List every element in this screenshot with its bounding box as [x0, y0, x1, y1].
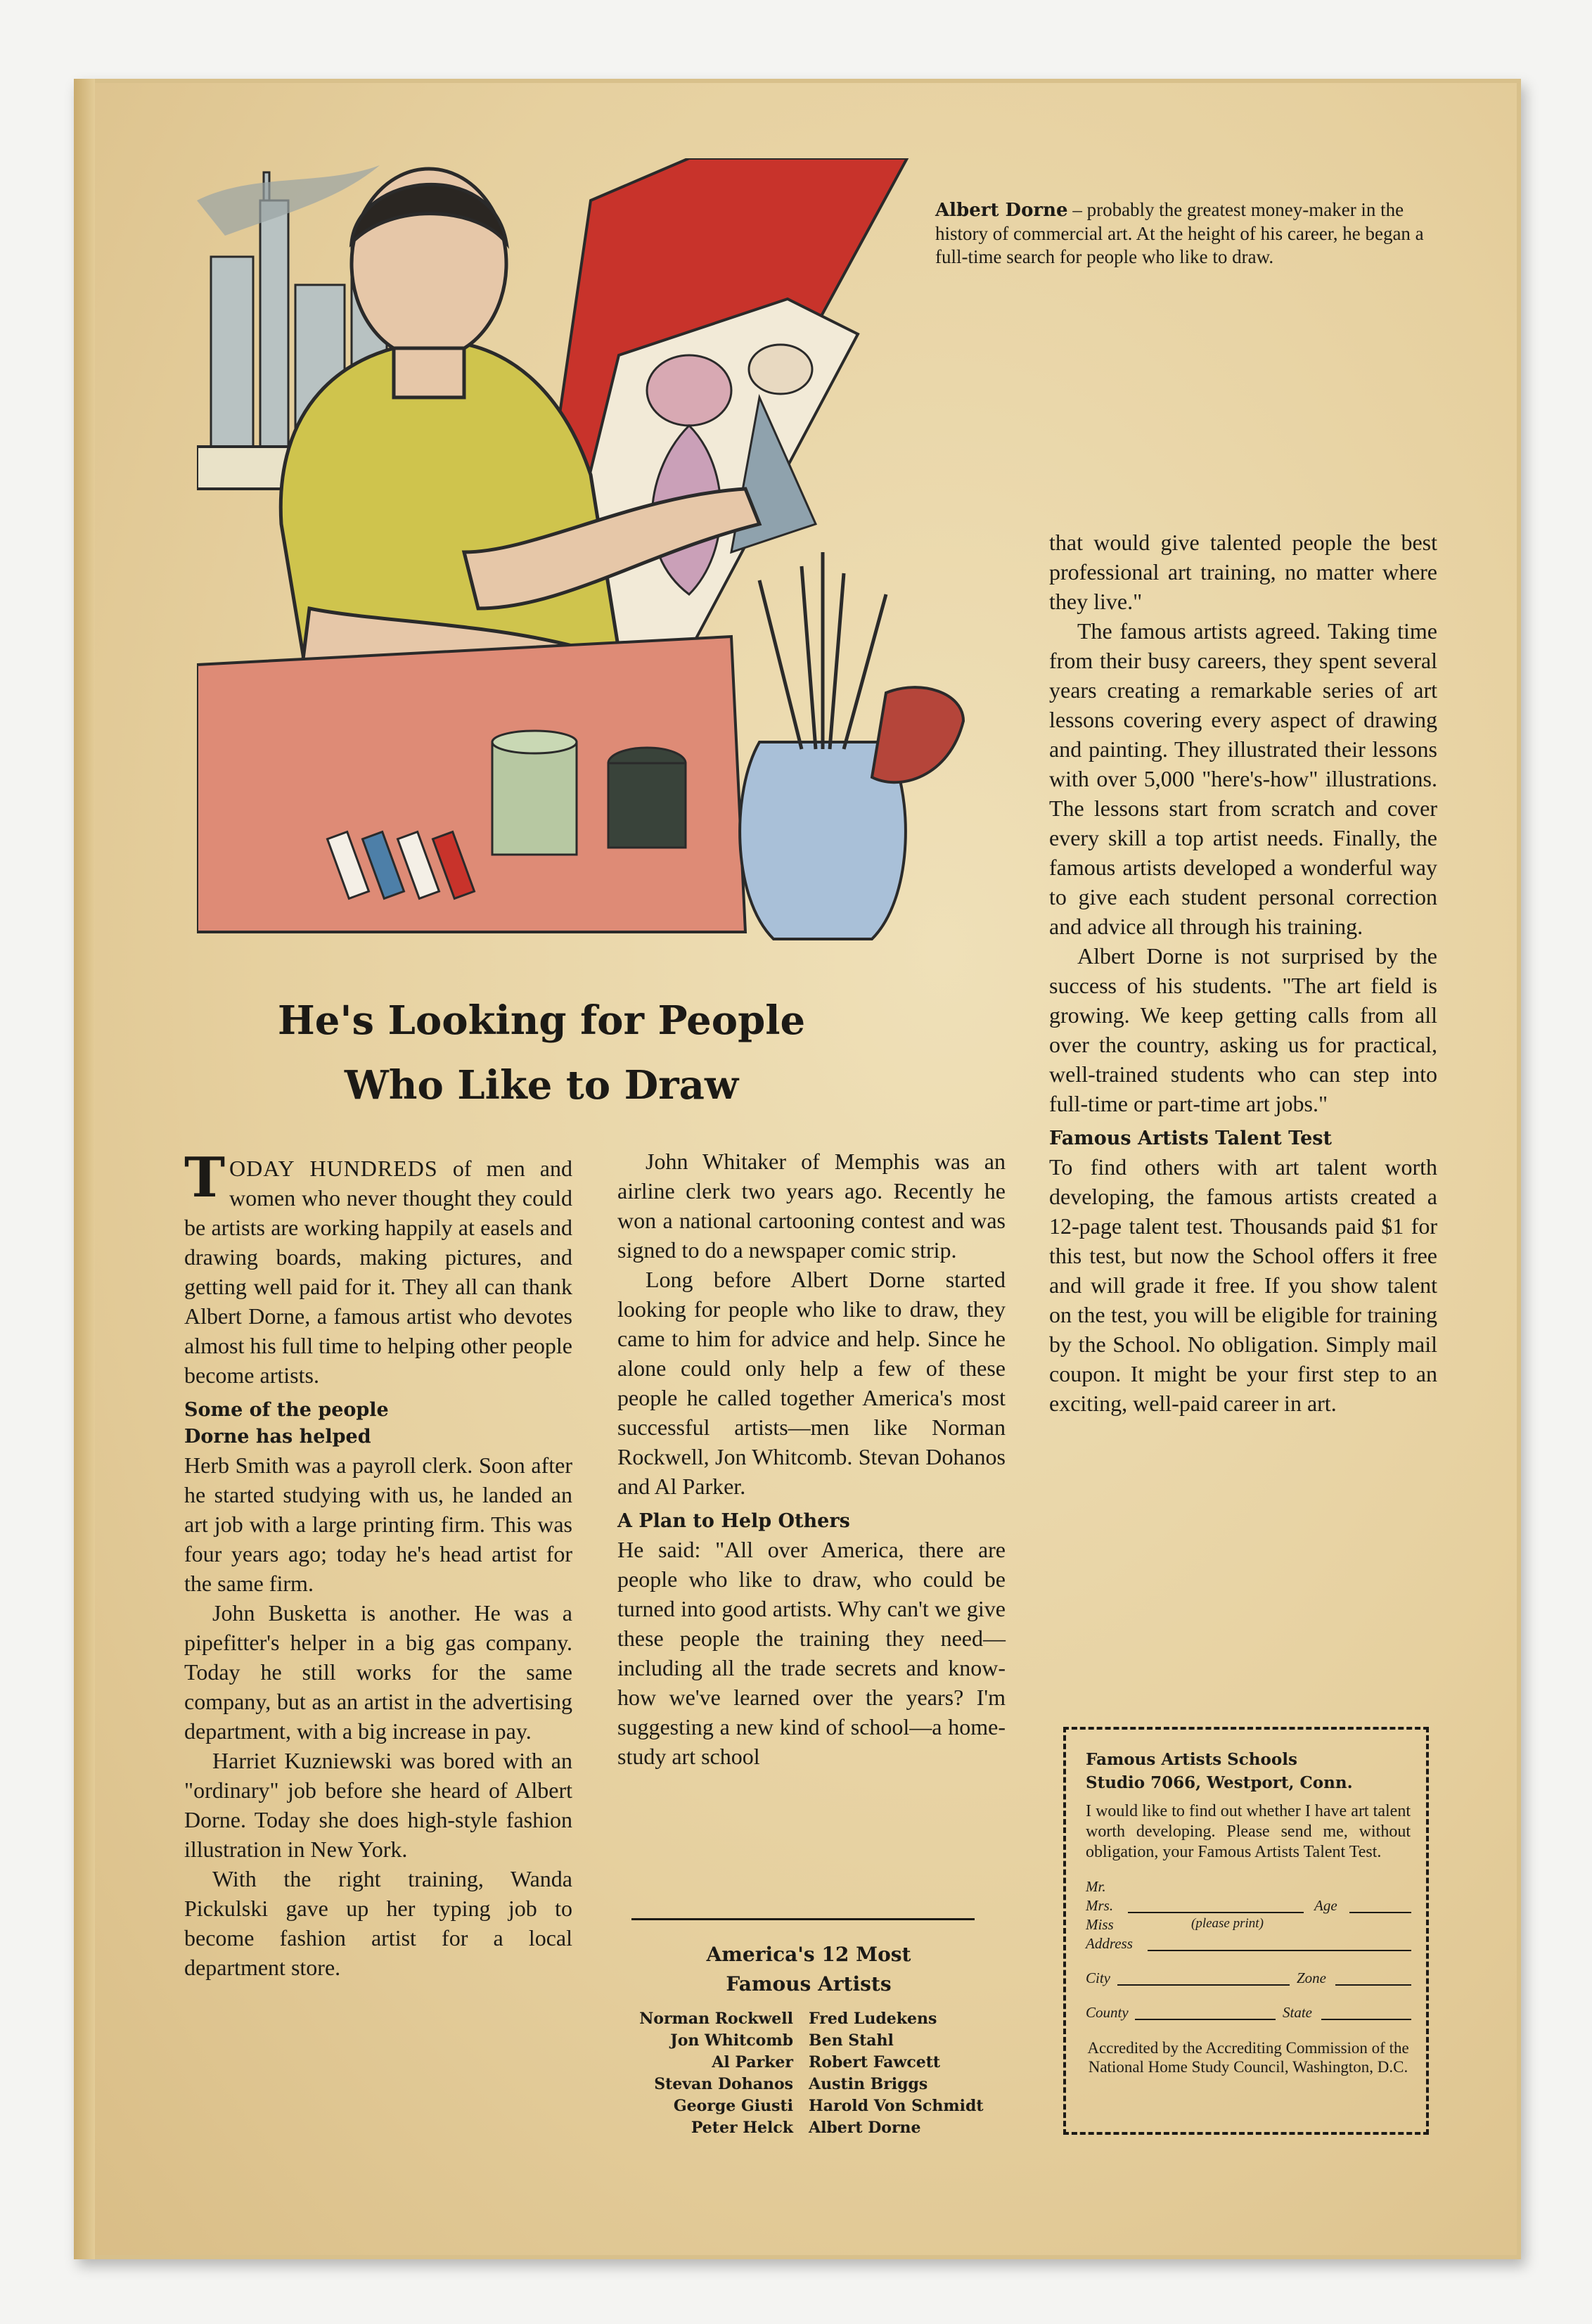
paragraph-plan: He said: "All over America, there are people who like to draw, who could be turned into good artists. Why can't we give these people the training they need—including all the trade secrets and know-how we've learned over the years? I'm suggesting a new kind of school—a home-study art school	[617, 1537, 1006, 1769]
field-label: City	[1086, 1969, 1110, 1986]
paragraph-continued: that would give talented people the best professional art training, no matter where they live."	[1049, 530, 1437, 614]
coupon-header	[1086, 1748, 1411, 1794]
coupon-school-name: Famous Artists Schools	[1086, 1750, 1297, 1769]
paragraph-talent-test: To find others with art talent worth developing, the famous artists created a 12-page talent test. Thousands paid $1 for this test, but now the School offers it free and will grade it free. If you show talent on the test, you will be eligible for training by the School. No obligation. Simply mail coupon. It might be your first step to an exciting, well-paid career in art.	[1049, 1154, 1437, 1416]
subhead-plan: A Plan to Help Others	[617, 1510, 850, 1532]
paragraph-john-whitaker: John Whitaker of Memphis was an airline clerk two years ago. Recently he won a national cartooning contest and was signed to do a newspaper comic strip.	[617, 1149, 1006, 1263]
caption-name: Albert Dorne	[935, 200, 1068, 221]
brush-vase-drawing	[740, 552, 963, 939]
artist-name: Norman Rockwell	[639, 2010, 793, 2028]
artists-row	[612, 2052, 1020, 2074]
paragraph-john-busketta: John Busketta is another. He was a pipefitter's helper in a big gas company. Today he still works for the same company, but as an artist in the advertising department, with a big increase in pay.	[184, 1600, 572, 1744]
coupon-field-address[interactable]	[1086, 1935, 1411, 1954]
coupon-accreditation: Accredited by the Accrediting Commission of the National Home Study Council, Washington, D.C.	[1087, 2039, 1409, 2076]
intro-text: of men and women who never thought they could be artists are working happily at easels and drawing boards, making pictures, and getting well paid for it. They all can thank Albert Dorne, a famous artist who devotes almost his full time to helping other people become artists.	[184, 1156, 573, 1388]
drop-cap: T	[184, 1146, 226, 1210]
artist-name: Fred Ludekens	[809, 2010, 937, 2028]
artist-illustration	[197, 158, 970, 974]
field-label: Mr.	[1086, 1878, 1106, 1895]
headline-line-2: Who Like to Draw	[344, 1062, 739, 1109]
paragraph-harriet-kuzniewski: Harriet Kuzniewski was bored with an "ordinary" job before she heard of Albert Dorne. Today she does high-style fashion illustration in New York.	[184, 1748, 572, 1862]
artists-row	[612, 2030, 1020, 2052]
artist-name: Robert Fawcett	[809, 2053, 941, 2071]
intro-paragraph	[184, 1146, 573, 1390]
field-label: Address	[1086, 1935, 1133, 1952]
artist-name: Austin Briggs	[809, 2075, 928, 2093]
paragraph-herb-smith: Herb Smith was a payroll clerk. Soon after he started studying with us, he landed an art job with a large printing firm. This was four years ago; today he's head artist for the same firm.	[184, 1452, 572, 1596]
illustration-caption	[935, 198, 1427, 269]
artist-name: Peter Helck	[691, 2119, 793, 2137]
field-label-state: State	[1283, 2004, 1312, 2021]
paragraph-dorne-search: Long before Albert Dorne started looking for people who like to draw, they came to him for advice and help. Since he alone could only help a few of these people he called together America's most successful artists—men like Norman Rockwell, Jon Whitcomb. Stevan Dohanos and Al Parker.	[617, 1267, 1006, 1499]
artists-row	[612, 2074, 1020, 2095]
mail-coupon[interactable]	[1063, 1727, 1429, 2135]
field-label-zone: Zone	[1297, 1969, 1326, 1986]
coupon-field-mr[interactable]	[1086, 1878, 1411, 1897]
field-label: Miss	[1086, 1916, 1114, 1933]
divider-rule	[631, 1918, 975, 1920]
artist-name: Harold Von Schmidt	[809, 2097, 984, 2115]
coupon-field-mrs[interactable]	[1086, 1897, 1411, 1916]
artist-name: George Giusti	[673, 2097, 793, 2115]
caption-text: – probably the greatest money-maker in the history of commercial art. At the height of his career, he began a full-time search for people who like to draw.	[935, 199, 1424, 267]
artists-row	[612, 2095, 1020, 2117]
artist-name: Albert Dorne	[809, 2119, 921, 2137]
paragraph-lessons: The famous artists agreed. Taking time from their busy careers, they spent several years creating a remarkable series of art lessons covering every aspect of drawing and painting. They illustrated their lessons with over 5,000 "here's-how" illustrations. The lessons start from scratch and cover every skill a top artist needs. Finally, the famous artists developed a wonderful way to give each student personal correction and advice all through his training.	[1049, 618, 1437, 939]
artists-list	[612, 2008, 1020, 2139]
field-label-age: Age	[1314, 1897, 1337, 1914]
headline	[162, 988, 921, 1118]
artists-row	[612, 2117, 1020, 2139]
coupon-address: Studio 7066, Westport, Conn.	[1086, 1773, 1353, 1792]
field-label: County	[1086, 2004, 1129, 2021]
artists-title-line-2: Famous Artists	[726, 1972, 892, 1996]
subhead-line-2: Dorne has helped	[184, 1426, 371, 1448]
coupon-body: I would like to find out whether I have art talent worth developing. Please send me, without obligation, your Famous Artists Talent Test.	[1086, 1802, 1411, 1861]
headline-line-1: He's Looking for People	[277, 997, 806, 1044]
field-label: Mrs.	[1086, 1897, 1114, 1914]
please-print-note: (please print)	[1191, 1916, 1264, 1931]
page-spine-edge	[74, 79, 95, 2259]
artists-row	[612, 2008, 1020, 2030]
subhead-people-helped	[184, 1397, 572, 1450]
paragraph-wanda-pickulski: With the right training, Wanda Pickulski gave up her typing job to become fashion artist for a local department store.	[184, 1866, 572, 1980]
paragraph-success: Albert Dorne is not surprised by the success of his students. "The art field is growing. We keep getting calls from all over the country, asking us for practical, well-trained students who can step into full-time or part-time art jobs."	[1049, 943, 1437, 1116]
subhead-line-1: Some of the people	[184, 1399, 389, 1421]
subhead-talent-test: Famous Artists Talent Test	[1049, 1128, 1332, 1149]
coupon-field-city[interactable]	[1086, 1969, 1411, 1988]
article-column-1	[184, 1146, 573, 1982]
artists-title-line-1: America's 12 Most	[706, 1943, 911, 1966]
artist-name: Jon Whitcomb	[670, 2031, 793, 2050]
article-column-2	[617, 1147, 1006, 1771]
coupon-field-miss[interactable]	[1086, 1916, 1411, 1935]
article-column-3	[1049, 528, 1437, 1418]
intro-lead: ODAY HUNDREDS	[229, 1156, 438, 1181]
artist-name: Stevan Dohanos	[654, 2075, 793, 2093]
artists-list-title	[619, 1940, 999, 1999]
artist-name: Al Parker	[712, 2053, 793, 2071]
coupon-field-county[interactable]	[1086, 2004, 1411, 2023]
artist-name: Ben Stahl	[809, 2031, 894, 2050]
